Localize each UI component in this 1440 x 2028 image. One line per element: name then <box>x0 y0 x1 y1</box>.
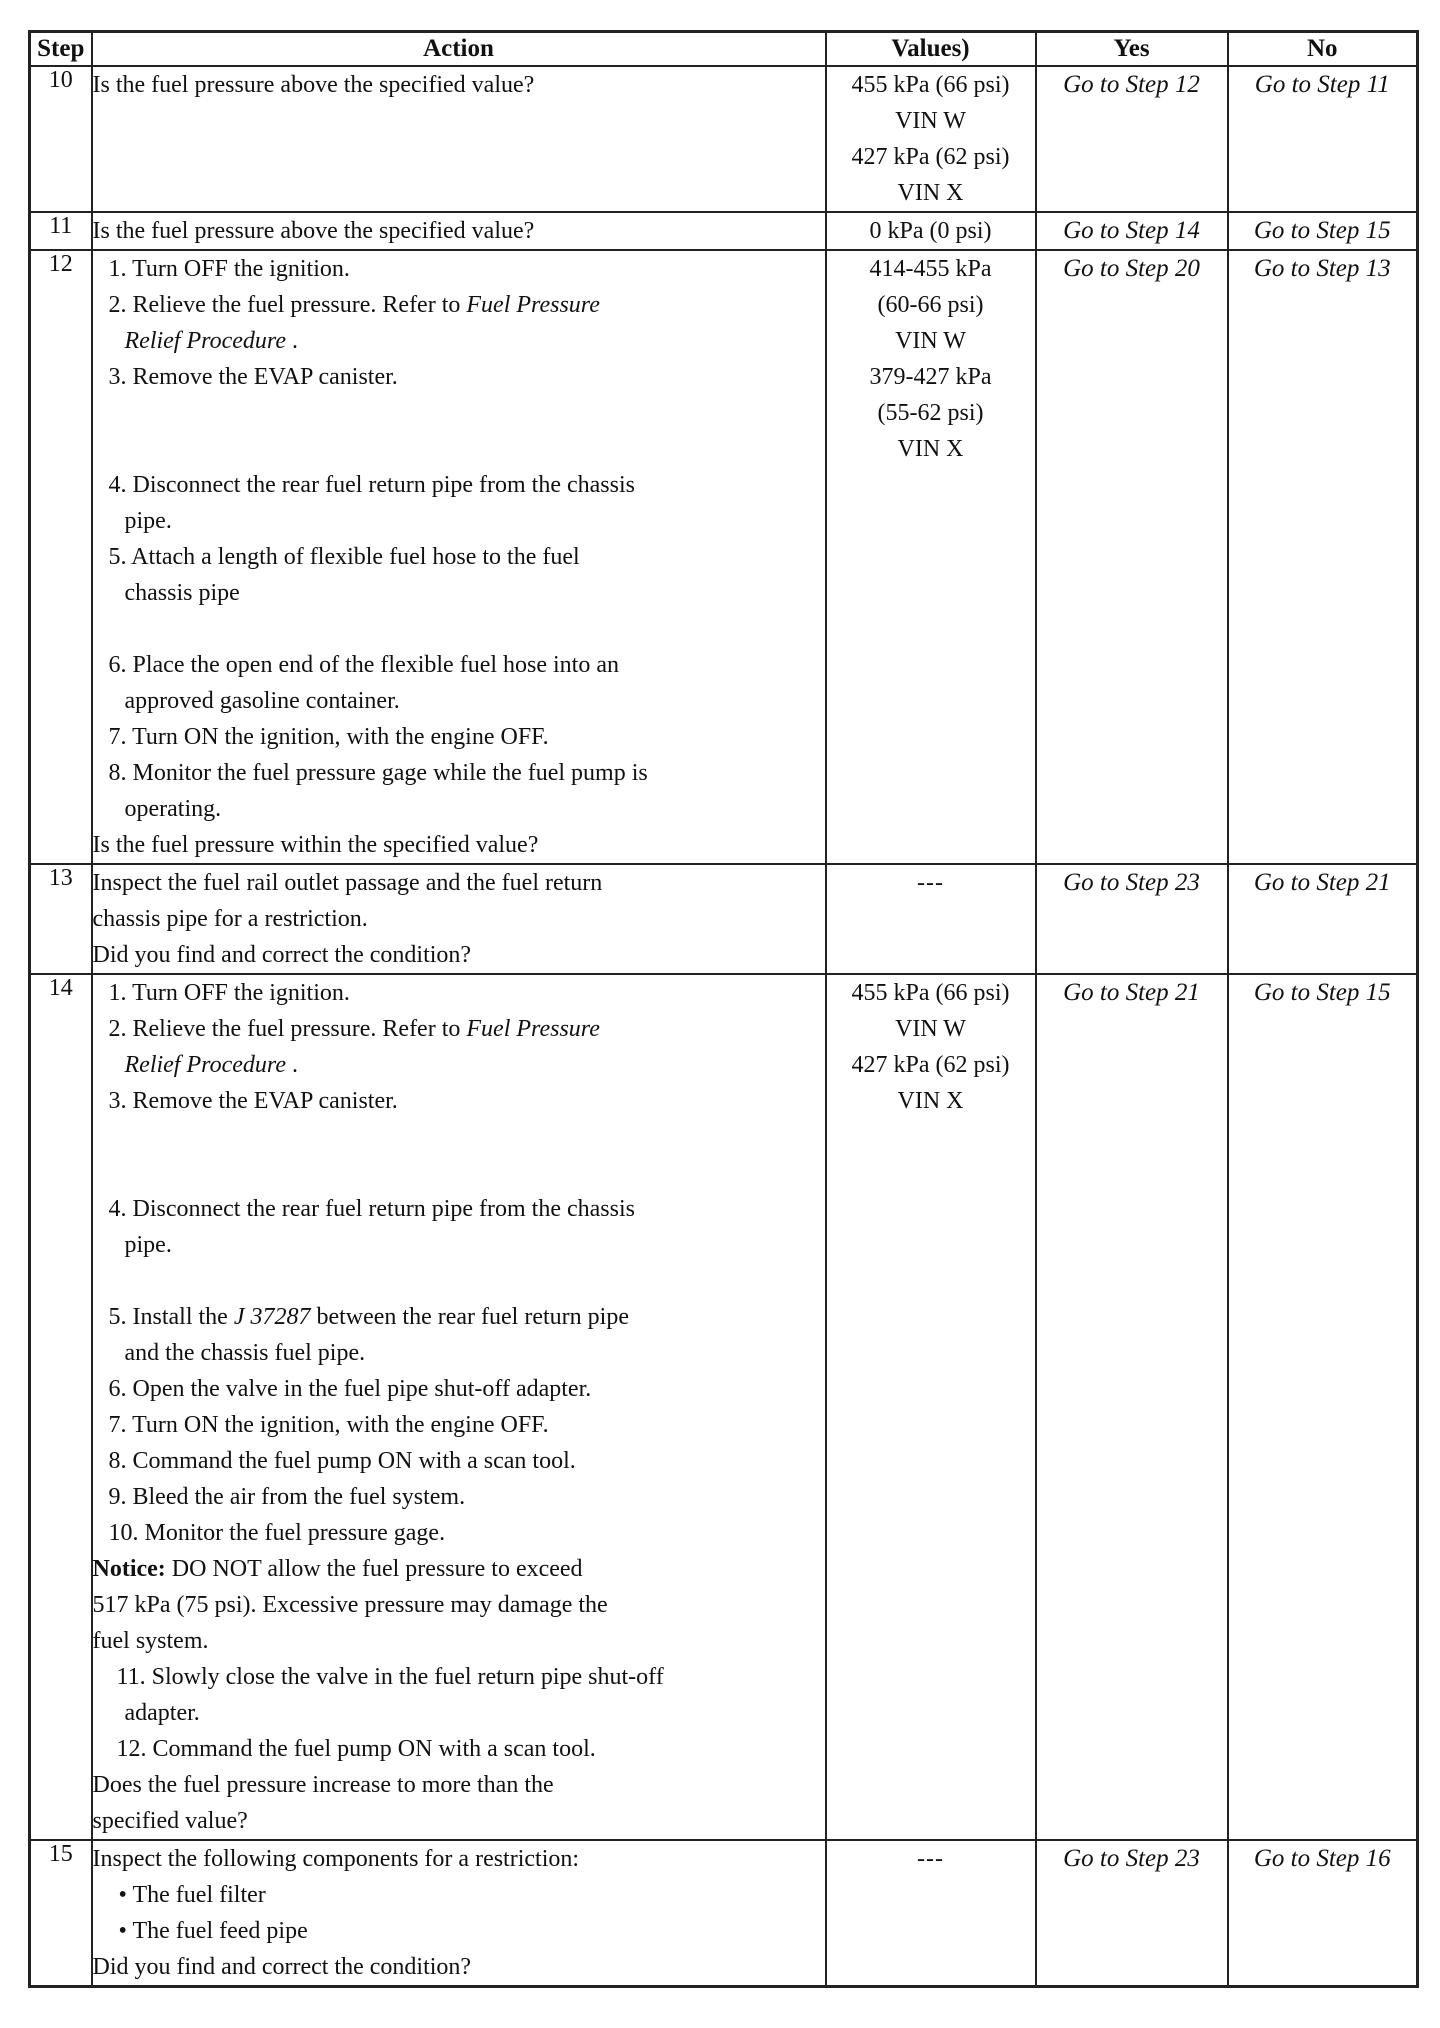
yes-goto-link[interactable]: Go to Step 23 <box>1063 1845 1200 1872</box>
no-goto-link[interactable]: Go to Step 13 <box>1253 255 1391 282</box>
no-cell <box>1228 66 1418 212</box>
value-line: 427 kPa (62 psi) <box>851 144 1010 170</box>
table-row <box>30 66 1418 212</box>
table-row <box>30 974 1418 1840</box>
action-item-cont: pipe. <box>124 1232 172 1258</box>
table-row <box>30 1840 1418 1987</box>
action-cell <box>92 212 826 250</box>
diagnostic-table <box>28 30 1419 1988</box>
notice-line: fuel system. <box>92 1628 209 1654</box>
action-item-cont: and the chassis fuel pipe. <box>124 1340 366 1366</box>
action-item-cont: chassis pipe <box>124 580 240 606</box>
action-item: 10. Monitor the fuel pressure gage. <box>108 1520 446 1546</box>
no-cell <box>1228 212 1418 250</box>
action-item: 2. Relieve the fuel pressure. Refer to Fuel Pressure <box>108 292 600 318</box>
action-item: 1. Turn OFF the ignition. <box>108 256 350 282</box>
values-cell <box>826 864 1036 974</box>
value-line: (55-62 psi) <box>877 400 984 426</box>
no-cell <box>1228 1840 1418 1987</box>
step-number: 12 <box>30 250 92 864</box>
yes-cell <box>1036 250 1228 864</box>
action-item-cont: operating. <box>124 796 222 822</box>
action-item-cont: approved gasoline container. <box>124 688 400 714</box>
yes-goto-link[interactable]: Go to Step 14 <box>1063 217 1200 244</box>
step-number: 15 <box>30 1840 92 1987</box>
yes-goto-link[interactable]: Go to Step 21 <box>1063 979 1200 1006</box>
action-question: Is the fuel pressure above the specified value? <box>92 72 535 98</box>
value-line: VIN X <box>897 180 964 206</box>
yes-goto-link[interactable]: Go to Step 20 <box>1063 255 1200 282</box>
values-cell <box>826 66 1036 212</box>
table-row <box>30 212 1418 250</box>
bullet-icon: • <box>118 1882 127 1908</box>
notice-label: Notice: <box>92 1556 166 1582</box>
values-cell <box>826 1840 1036 1987</box>
no-cell <box>1228 250 1418 864</box>
step-number: 13 <box>30 864 92 974</box>
no-cell <box>1228 974 1418 1840</box>
yes-cell <box>1036 66 1228 212</box>
spacer <box>93 1119 825 1191</box>
procedure-link[interactable]: Fuel Pressure <box>466 1016 600 1042</box>
action-item: 8. Monitor the fuel pressure gage while the fuel pump is <box>108 760 648 786</box>
header-row <box>30 32 1418 67</box>
yes-cell <box>1036 1840 1228 1987</box>
action-item: 12. Command the fuel pump ON with a scan tool. <box>116 1736 596 1762</box>
action-item-cont: adapter. <box>124 1700 200 1726</box>
value-line: 379-427 kPa <box>869 364 992 390</box>
action-item: 1. Turn OFF the ignition. <box>108 980 350 1006</box>
action-item: 6. Place the open end of the flexible fuel hose into an <box>108 652 620 678</box>
value-line: (60-66 psi) <box>877 292 984 318</box>
no-goto-link[interactable]: Go to Step 15 <box>1253 979 1391 1006</box>
bullet-item: • The fuel feed pipe <box>118 1918 308 1944</box>
action-item: 11. Slowly close the valve in the fuel return pipe shut-off <box>116 1664 664 1690</box>
bullet-item: • The fuel filter <box>118 1882 266 1908</box>
action-item-cont: Relief Procedure . <box>124 328 298 354</box>
notice-line: Notice: DO NOT allow the fuel pressure to exceed <box>92 1556 583 1582</box>
value-line: VIN W <box>895 108 966 134</box>
action-cell <box>92 66 826 212</box>
action-cell <box>92 250 826 864</box>
header-no: No <box>1228 32 1418 67</box>
no-goto-link[interactable]: Go to Step 15 <box>1253 217 1391 244</box>
action-item: 9. Bleed the air from the fuel system. <box>108 1484 466 1510</box>
value-line: VIN W <box>895 328 966 354</box>
value-line: 0 kPa (0 psi) <box>869 218 992 244</box>
value-line: 427 kPa (62 psi) <box>851 1052 1010 1078</box>
action-item: 7. Turn ON the ignition, with the engine OFF. <box>108 724 549 750</box>
spacer <box>93 1263 825 1299</box>
yes-cell <box>1036 864 1228 974</box>
no-cell <box>1228 864 1418 974</box>
action-item: 3. Remove the EVAP canister. <box>108 1088 398 1114</box>
header-yes: Yes <box>1036 32 1228 67</box>
procedure-link[interactable]: Fuel Pressure <box>466 292 600 318</box>
action-item: 4. Disconnect the rear fuel return pipe from the chassis <box>108 472 635 498</box>
yes-cell <box>1036 974 1228 1840</box>
header-step: Step <box>30 32 92 67</box>
value-line: VIN W <box>895 1016 966 1042</box>
step-number: 11 <box>30 212 92 250</box>
no-goto-link[interactable]: Go to Step 16 <box>1253 1845 1391 1872</box>
yes-goto-link[interactable]: Go to Step 23 <box>1063 869 1200 896</box>
action-item: 6. Open the valve in the fuel pipe shut-off adapter. <box>108 1376 592 1402</box>
action-item: 3. Remove the EVAP canister. <box>108 364 398 390</box>
values-cell <box>826 250 1036 864</box>
table-row <box>30 250 1418 864</box>
value-line: VIN X <box>897 436 964 462</box>
action-item-cont: Relief Procedure . <box>124 1052 298 1078</box>
value-line: 455 kPa (66 psi) <box>851 980 1010 1006</box>
action-item: 5. Attach a length of flexible fuel hose to the fuel <box>108 544 580 570</box>
action-question: Is the fuel pressure within the specified value? <box>92 832 539 858</box>
action-line: chassis pipe for a restriction. <box>92 906 368 932</box>
action-item: 7. Turn ON the ignition, with the engine OFF. <box>108 1412 549 1438</box>
yes-cell <box>1036 212 1228 250</box>
action-question: Does the fuel pressure increase to more than the <box>92 1772 554 1798</box>
action-question: specified value? <box>92 1808 248 1834</box>
action-item: 8. Command the fuel pump ON with a scan tool. <box>108 1448 576 1474</box>
value-line: VIN X <box>897 1088 964 1114</box>
action-question: Did you find and correct the condition? <box>92 942 472 968</box>
action-question: Is the fuel pressure above the specified value? <box>92 218 535 244</box>
action-line: Inspect the following components for a restriction: <box>92 1846 580 1872</box>
procedure-link[interactable]: Relief Procedure <box>124 1052 286 1078</box>
diagnostic-table-sheet <box>28 30 1419 1988</box>
action-cell <box>92 864 826 974</box>
tool-link[interactable]: J 37287 <box>233 1304 311 1330</box>
value-line: --- <box>917 1846 944 1872</box>
step-number: 10 <box>30 66 92 212</box>
action-question: Did you find and correct the condition? <box>92 1954 472 1980</box>
action-cell <box>92 1840 826 1987</box>
action-line: Inspect the fuel rail outlet passage and the fuel return <box>92 870 603 896</box>
value-line: --- <box>917 870 944 896</box>
no-goto-link[interactable]: Go to Step 11 <box>1254 71 1390 98</box>
bullet-icon: • <box>118 1918 127 1944</box>
value-line: 414-455 kPa <box>869 256 992 282</box>
notice-line: 517 kPa (75 psi). Excessive pressure may damage the <box>92 1592 608 1618</box>
action-item: 5. Install the J 37287 between the rear fuel return pipe <box>108 1304 629 1330</box>
header-values: Values) <box>826 32 1036 67</box>
values-cell <box>826 212 1036 250</box>
procedure-link[interactable]: Relief Procedure <box>124 328 286 354</box>
values-cell <box>826 974 1036 1840</box>
action-item: 2. Relieve the fuel pressure. Refer to Fuel Pressure <box>108 1016 600 1042</box>
action-cell <box>92 974 826 1840</box>
value-line: 455 kPa (66 psi) <box>851 72 1010 98</box>
yes-goto-link[interactable]: Go to Step 12 <box>1063 71 1200 98</box>
step-number: 14 <box>30 974 92 1840</box>
no-goto-link[interactable]: Go to Step 21 <box>1253 869 1391 896</box>
spacer <box>93 611 825 647</box>
action-item: 4. Disconnect the rear fuel return pipe from the chassis <box>108 1196 635 1222</box>
header-action: Action <box>92 32 826 67</box>
action-item-cont: pipe. <box>124 508 172 534</box>
table-row <box>30 864 1418 974</box>
spacer <box>93 395 825 467</box>
